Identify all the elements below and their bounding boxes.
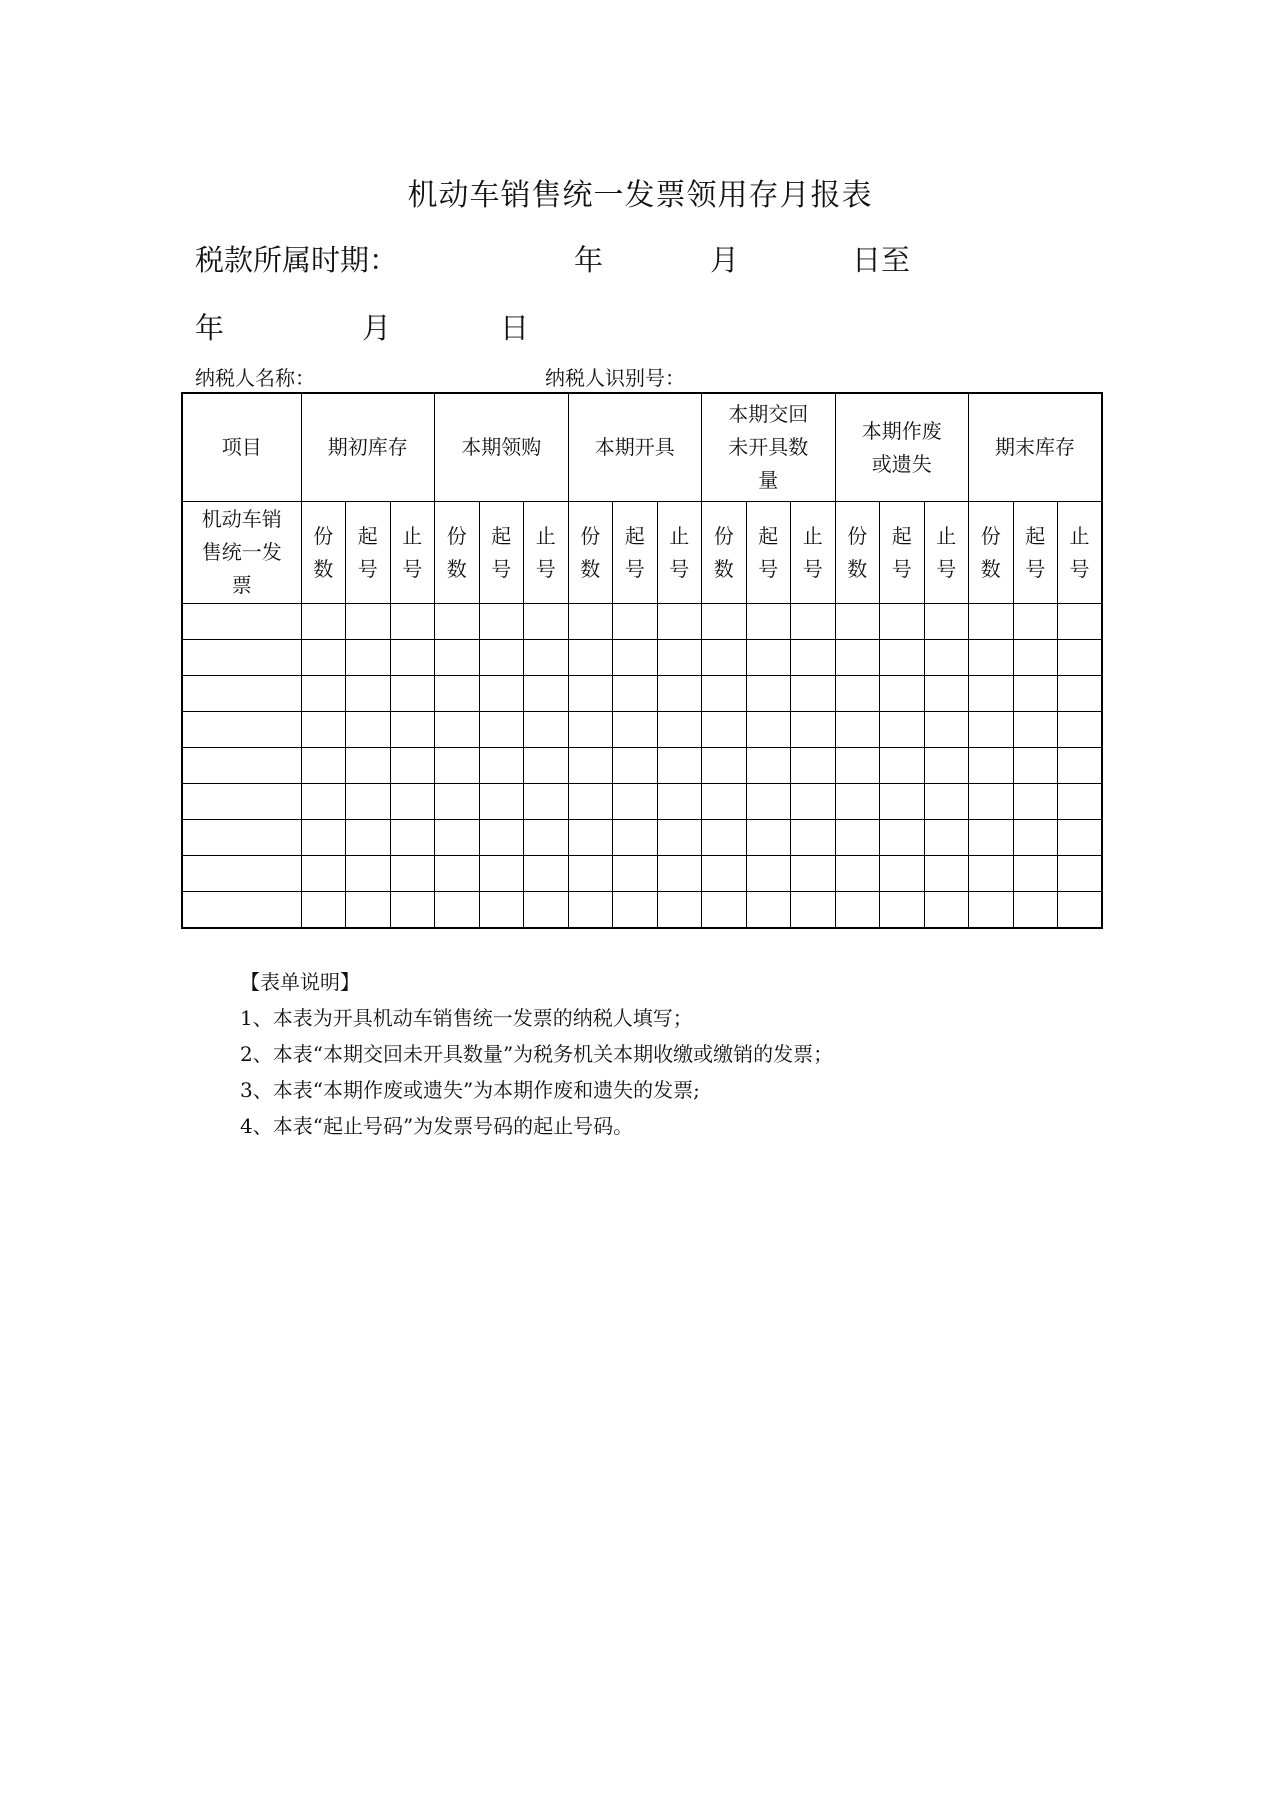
- sub-header-char: 份: [313, 523, 334, 548]
- table-cell[interactable]: [969, 676, 1014, 712]
- table-cell[interactable]: [524, 784, 569, 820]
- table-cell[interactable]: [1013, 892, 1058, 929]
- table-cell[interactable]: [835, 820, 880, 856]
- table-cell[interactable]: [1058, 604, 1103, 640]
- table-cell[interactable]: [924, 820, 969, 856]
- table-row: [182, 856, 1102, 892]
- table-cell[interactable]: [657, 640, 702, 676]
- sub-header: [435, 502, 480, 604]
- table-cell[interactable]: [301, 892, 346, 929]
- table-cell[interactable]: [301, 712, 346, 748]
- table-cell[interactable]: [835, 748, 880, 784]
- table-cell[interactable]: [969, 784, 1014, 820]
- table-cell[interactable]: [1058, 856, 1103, 892]
- sub-header-char: 止: [802, 523, 823, 548]
- group-header: [301, 393, 435, 502]
- table-cell[interactable]: [346, 676, 391, 712]
- period-day-end: 日: [500, 311, 530, 345]
- period-month-end: 月: [362, 311, 392, 345]
- report-table: [181, 392, 1103, 929]
- table-cell[interactable]: [524, 892, 569, 929]
- table-cell[interactable]: [346, 640, 391, 676]
- group-header-line: 期初库存: [327, 435, 408, 459]
- taxpayer-id-label: 纳税人识别号：: [545, 366, 685, 390]
- table-cell[interactable]: [657, 892, 702, 929]
- table-cell[interactable]: [613, 856, 658, 892]
- table-cell[interactable]: [835, 712, 880, 748]
- table-cell[interactable]: [702, 784, 747, 820]
- sub-header-char: 号: [491, 556, 512, 581]
- group-header-line: 量: [758, 468, 779, 492]
- table-row: [182, 676, 1102, 712]
- table-cell[interactable]: [791, 856, 836, 892]
- table-cell[interactable]: [835, 640, 880, 676]
- sub-header-char: 号: [1069, 556, 1090, 581]
- note-item: 2、本表“本期交回未开具数量”为税务机关本期收缴或缴销的发票；: [240, 1042, 834, 1066]
- sub-header: [746, 502, 791, 604]
- table-cell[interactable]: [969, 856, 1014, 892]
- notes-section: [240, 964, 833, 1144]
- sub-header: [791, 502, 836, 604]
- table-row: [182, 748, 1102, 784]
- table-cell[interactable]: [182, 748, 301, 784]
- sub-header: [969, 502, 1014, 604]
- table-cell[interactable]: [791, 784, 836, 820]
- table-cell[interactable]: [568, 784, 613, 820]
- sub-header: [924, 502, 969, 604]
- table-cell[interactable]: [1013, 748, 1058, 784]
- sub-header-char: 起: [357, 523, 378, 548]
- period-day-to: 日至: [852, 243, 911, 277]
- table-cell[interactable]: [702, 856, 747, 892]
- sub-header-char: 止: [402, 523, 423, 548]
- table-row: [182, 820, 1102, 856]
- table-cell[interactable]: [835, 784, 880, 820]
- table-cell[interactable]: [746, 604, 791, 640]
- header-row-groups: [182, 393, 1102, 502]
- table-cell[interactable]: [390, 676, 435, 712]
- table-cell[interactable]: [969, 712, 1014, 748]
- table-cell[interactable]: [969, 640, 1014, 676]
- table-cell[interactable]: [835, 604, 880, 640]
- header-row-subs: [182, 502, 1102, 604]
- sub-header-char: 止: [936, 523, 957, 548]
- table-cell[interactable]: [746, 712, 791, 748]
- table-cell[interactable]: [479, 820, 524, 856]
- table-cell[interactable]: [435, 712, 480, 748]
- table-cell[interactable]: [479, 676, 524, 712]
- table-cell[interactable]: [702, 892, 747, 929]
- group-header: [702, 393, 836, 502]
- table-cell[interactable]: [1058, 676, 1103, 712]
- table-cell[interactable]: [880, 856, 925, 892]
- table-cell[interactable]: [657, 712, 702, 748]
- table-cell[interactable]: [524, 676, 569, 712]
- table-cell[interactable]: [435, 892, 480, 929]
- sub-header-char: 份: [713, 523, 734, 548]
- table-cell[interactable]: [613, 892, 658, 929]
- table-cell[interactable]: [346, 892, 391, 929]
- sub-header-char: 数: [847, 556, 868, 581]
- sub-header: [835, 502, 880, 604]
- table-cell[interactable]: [746, 784, 791, 820]
- table-cell[interactable]: [1013, 676, 1058, 712]
- table-cell[interactable]: [613, 784, 658, 820]
- note-item: 1、本表为开具机动车销售统一发票的纳税人填写；: [240, 1006, 693, 1030]
- table-cell[interactable]: [182, 820, 301, 856]
- sub-header-char: 号: [669, 556, 690, 581]
- table-cell[interactable]: [435, 820, 480, 856]
- table-cell[interactable]: [524, 856, 569, 892]
- sub-header-char: 份: [980, 523, 1001, 548]
- table-cell[interactable]: [568, 640, 613, 676]
- table-cell[interactable]: [435, 784, 480, 820]
- table-cell[interactable]: [568, 676, 613, 712]
- table-cell[interactable]: [880, 712, 925, 748]
- table-cell[interactable]: [924, 784, 969, 820]
- table-cell[interactable]: [613, 748, 658, 784]
- table-cell[interactable]: [435, 604, 480, 640]
- table-cell[interactable]: [568, 712, 613, 748]
- table-cell[interactable]: [479, 748, 524, 784]
- sub-header-char: 号: [936, 556, 957, 581]
- table-cell[interactable]: [791, 712, 836, 748]
- period-year-start: 年: [574, 243, 604, 277]
- table-cell[interactable]: [182, 856, 301, 892]
- group-header: [969, 393, 1103, 502]
- table-cell[interactable]: [613, 640, 658, 676]
- item-header: 项目: [182, 393, 301, 502]
- table-cell[interactable]: [524, 640, 569, 676]
- table-cell[interactable]: [613, 676, 658, 712]
- table-cell[interactable]: [880, 892, 925, 929]
- table-cell[interactable]: [479, 856, 524, 892]
- table-row: [182, 640, 1102, 676]
- table-cell[interactable]: [568, 820, 613, 856]
- table-cell[interactable]: [568, 892, 613, 929]
- table-cell[interactable]: [835, 856, 880, 892]
- table-cell[interactable]: [1058, 640, 1103, 676]
- table-cell[interactable]: [702, 676, 747, 712]
- sub-header-char: 数: [313, 556, 334, 581]
- row-label-line: 机动车销: [201, 507, 282, 531]
- sub-header-char: 数: [446, 556, 467, 581]
- sub-header-char: 起: [624, 523, 645, 548]
- table-cell[interactable]: [791, 820, 836, 856]
- note-item: 3、本表“本期作废或遗失”为本期作废和遗失的发票;: [240, 1078, 700, 1102]
- table-cell[interactable]: [657, 856, 702, 892]
- group-header: [835, 393, 969, 502]
- table-cell[interactable]: [613, 712, 658, 748]
- table-cell[interactable]: [613, 604, 658, 640]
- sub-header-char: 止: [1069, 523, 1090, 548]
- sub-header: [568, 502, 613, 604]
- sub-header: [702, 502, 747, 604]
- group-header-line: 本期交回: [728, 402, 809, 426]
- table-cell[interactable]: [346, 604, 391, 640]
- table-cell[interactable]: [746, 820, 791, 856]
- table-cell[interactable]: [390, 640, 435, 676]
- group-header: [568, 393, 702, 502]
- period-year-end: 年: [195, 311, 225, 345]
- table-cell[interactable]: [791, 604, 836, 640]
- table-row: [182, 784, 1102, 820]
- table-cell[interactable]: [657, 784, 702, 820]
- table-row: [182, 604, 1102, 640]
- table-cell[interactable]: [346, 856, 391, 892]
- sub-header-char: 号: [891, 556, 912, 581]
- note-item: 4、本表“起止号码”为发票号码的起止号码。: [240, 1114, 634, 1138]
- sub-header-char: 起: [758, 523, 779, 548]
- table-cell[interactable]: [613, 820, 658, 856]
- taxpayer-name-label: 纳税人名称：: [195, 366, 315, 390]
- table-cell[interactable]: [1013, 604, 1058, 640]
- table-cell[interactable]: [791, 892, 836, 929]
- table-cell[interactable]: [702, 640, 747, 676]
- row-label-line: 售统一发: [201, 540, 282, 564]
- table-cell[interactable]: [346, 820, 391, 856]
- table-cell[interactable]: [969, 892, 1014, 929]
- table-cell[interactable]: [702, 604, 747, 640]
- table-cell[interactable]: [182, 640, 301, 676]
- sub-header: [346, 502, 391, 604]
- sub-header-char: 号: [1025, 556, 1046, 581]
- table-cell[interactable]: [301, 640, 346, 676]
- table-cell[interactable]: [524, 820, 569, 856]
- sub-header-char: 号: [535, 556, 556, 581]
- table-cell[interactable]: [657, 820, 702, 856]
- table-cell[interactable]: [479, 640, 524, 676]
- sub-header-char: 起: [1025, 523, 1046, 548]
- page-title: 机动车销售统一发票领用存月报表: [407, 178, 873, 213]
- notes-heading: 【表单说明】: [240, 970, 360, 994]
- sub-header-char: 起: [891, 523, 912, 548]
- table-cell[interactable]: [969, 820, 1014, 856]
- table-cell[interactable]: [435, 748, 480, 784]
- table-cell[interactable]: [182, 892, 301, 929]
- table-cell[interactable]: [479, 712, 524, 748]
- table-cell[interactable]: [1058, 820, 1103, 856]
- sub-header-char: 数: [980, 556, 1001, 581]
- table-cell[interactable]: [969, 604, 1014, 640]
- sub-header: [524, 502, 569, 604]
- table-cell[interactable]: [1058, 784, 1103, 820]
- table-cell[interactable]: [746, 640, 791, 676]
- table-cell[interactable]: [1013, 712, 1058, 748]
- table-cell[interactable]: [346, 748, 391, 784]
- table-cell[interactable]: [1013, 640, 1058, 676]
- sub-header-char: 号: [357, 556, 378, 581]
- table-cell[interactable]: [301, 784, 346, 820]
- group-header-line: 本期领购: [461, 435, 542, 459]
- table-cell[interactable]: [746, 676, 791, 712]
- table-cell[interactable]: [479, 604, 524, 640]
- table-cell[interactable]: [746, 856, 791, 892]
- table-cell[interactable]: [835, 892, 880, 929]
- table-cell[interactable]: [1058, 748, 1103, 784]
- table-cell[interactable]: [924, 676, 969, 712]
- table-cell[interactable]: [524, 748, 569, 784]
- sub-header: [657, 502, 702, 604]
- table-cell[interactable]: [835, 676, 880, 712]
- table-cell[interactable]: [182, 604, 301, 640]
- table-cell[interactable]: [924, 712, 969, 748]
- table-cell[interactable]: [301, 748, 346, 784]
- table-cell[interactable]: [924, 640, 969, 676]
- period-label: 税款所属时期：: [195, 243, 399, 277]
- row-label-invoice: [182, 502, 301, 604]
- table-cell[interactable]: [924, 892, 969, 929]
- table-cell[interactable]: [924, 856, 969, 892]
- table-cell[interactable]: [301, 604, 346, 640]
- sub-header: [479, 502, 524, 604]
- sub-header-char: 数: [580, 556, 601, 581]
- group-header-line: 本期开具: [594, 435, 675, 459]
- table-cell[interactable]: [301, 856, 346, 892]
- table-cell[interactable]: [568, 856, 613, 892]
- table-cell[interactable]: [702, 820, 747, 856]
- table-cell[interactable]: [880, 748, 925, 784]
- sub-header-char: 号: [624, 556, 645, 581]
- table-cell[interactable]: [880, 604, 925, 640]
- group-header-line: 或遗失: [871, 451, 932, 476]
- table-cell[interactable]: [969, 748, 1014, 784]
- table-row: [182, 892, 1102, 929]
- sub-header-char: 起: [491, 523, 512, 548]
- table-cell[interactable]: [791, 640, 836, 676]
- table-cell[interactable]: [182, 676, 301, 712]
- sub-header-char: 号: [802, 556, 823, 581]
- group-header-line: 未开具数: [728, 435, 809, 459]
- table-cell[interactable]: [390, 712, 435, 748]
- table-cell[interactable]: [435, 676, 480, 712]
- table-cell[interactable]: [568, 604, 613, 640]
- sub-header-char: 止: [669, 523, 690, 548]
- sub-header: [1058, 502, 1103, 604]
- group-header: [435, 393, 569, 502]
- sub-header-char: 数: [713, 556, 734, 581]
- table-cell[interactable]: [568, 748, 613, 784]
- sub-header: [1013, 502, 1058, 604]
- table-cell[interactable]: [182, 712, 301, 748]
- sub-header-char: 份: [847, 523, 868, 548]
- table-cell[interactable]: [390, 748, 435, 784]
- table-cell[interactable]: [390, 820, 435, 856]
- table-cell[interactable]: [702, 748, 747, 784]
- table-cell[interactable]: [301, 820, 346, 856]
- sub-header: [613, 502, 658, 604]
- sub-header-char: 份: [446, 523, 467, 548]
- table-cell[interactable]: [924, 748, 969, 784]
- sub-header-char: 号: [758, 556, 779, 581]
- table-cell[interactable]: [924, 604, 969, 640]
- table-cell[interactable]: [1013, 856, 1058, 892]
- table-cell[interactable]: [657, 676, 702, 712]
- table-cell[interactable]: [182, 784, 301, 820]
- period-month-start: 月: [710, 243, 740, 277]
- table-cell[interactable]: [524, 712, 569, 748]
- table-cell[interactable]: [880, 676, 925, 712]
- row-label-line: 票: [231, 573, 252, 597]
- group-header-line: 期末库存: [995, 435, 1076, 459]
- sub-header-char: 止: [535, 523, 556, 548]
- table-cell[interactable]: [1013, 784, 1058, 820]
- table-cell[interactable]: [1058, 892, 1103, 929]
- table-cell[interactable]: [657, 604, 702, 640]
- table-cell[interactable]: [1058, 712, 1103, 748]
- table-row: [182, 712, 1102, 748]
- table-cell[interactable]: [746, 748, 791, 784]
- table-cell[interactable]: [390, 604, 435, 640]
- table-cell[interactable]: [435, 856, 480, 892]
- table-cell[interactable]: [791, 676, 836, 712]
- table-cell[interactable]: [657, 748, 702, 784]
- table-cell[interactable]: [702, 712, 747, 748]
- table-cell[interactable]: [880, 784, 925, 820]
- group-header-line: 本期作废: [861, 418, 942, 443]
- table-cell[interactable]: [479, 892, 524, 929]
- table-cell[interactable]: [880, 640, 925, 676]
- sub-header-char: 份: [580, 523, 601, 548]
- table-cell[interactable]: [390, 892, 435, 929]
- table-cell[interactable]: [791, 748, 836, 784]
- table-cell[interactable]: [346, 784, 391, 820]
- table-cell[interactable]: [435, 640, 480, 676]
- sub-header: [301, 502, 346, 604]
- table-cell[interactable]: [479, 784, 524, 820]
- table-cell[interactable]: [346, 712, 391, 748]
- sub-header-char: 号: [402, 556, 423, 581]
- table-cell[interactable]: [301, 676, 346, 712]
- table-cell[interactable]: [390, 784, 435, 820]
- table-cell[interactable]: [1013, 820, 1058, 856]
- table-cell[interactable]: [746, 892, 791, 929]
- sub-header: [880, 502, 925, 604]
- sub-header: [390, 502, 435, 604]
- table-cell[interactable]: [524, 604, 569, 640]
- table-cell[interactable]: [880, 820, 925, 856]
- table-cell[interactable]: [390, 856, 435, 892]
